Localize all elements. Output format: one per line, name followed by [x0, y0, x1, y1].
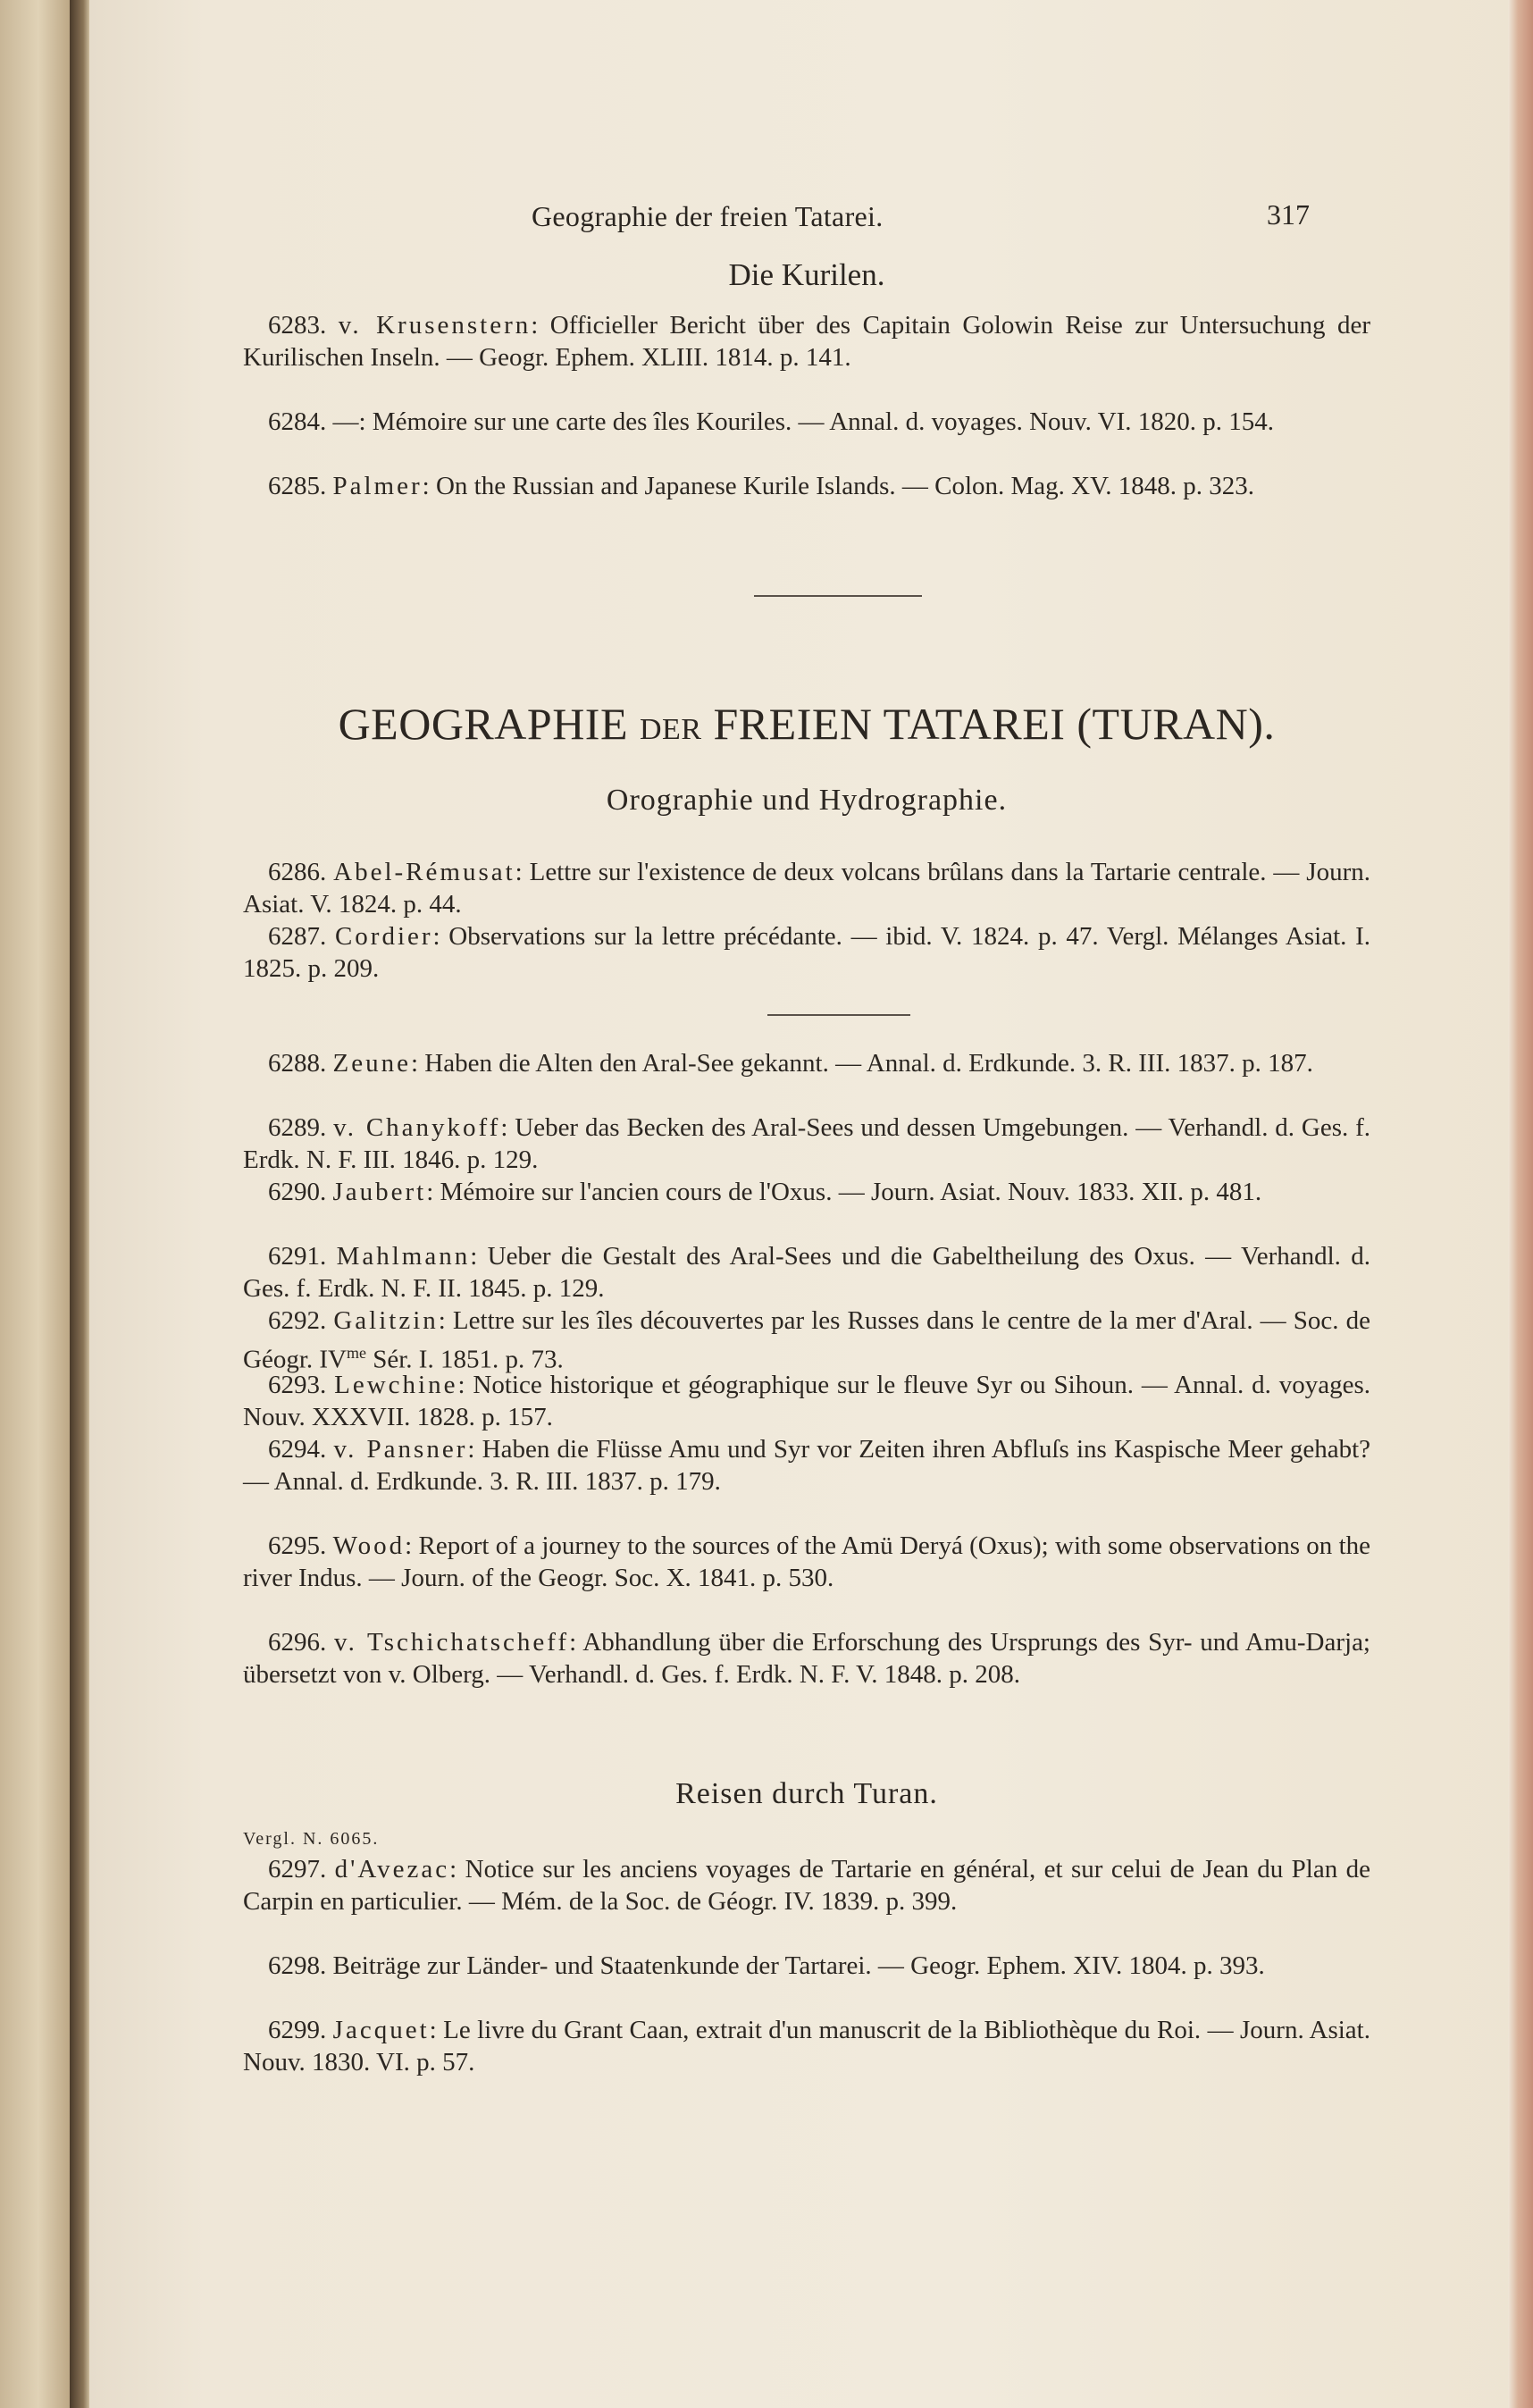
- entry-number: 6284.: [268, 407, 327, 436]
- left-page-edge: [0, 0, 70, 2408]
- entry-text: : Mémoire sur une carte des îles Kouriles. — Annal. d. voyages. Nouv. VI. 1820. p. 154.: [358, 407, 1274, 436]
- entry-text: : Notice historique et géographique sur le fleuve Syr ou Sihoun. — Annal. d. voyages. Nouv. XXXVII. 1828. p. 157.: [243, 1371, 1371, 1431]
- entry-author: Zeune: [332, 1049, 411, 1078]
- subsection-title-orographie: Orographie und Hydrographie.: [606, 784, 1008, 817]
- entry-6288: [243, 1047, 1370, 1079]
- main-section-title: [243, 699, 1370, 749]
- entry-6291: [243, 1240, 1370, 1305]
- entry-text: Beiträge zur Länder- und Staatenkunde der Tartarei. — Geogr. Ephem. XIV. 1804. p. 393.: [332, 1951, 1265, 1980]
- entry-number: 6288.: [268, 1049, 327, 1078]
- main-title-part: GEOGRAPHIE: [338, 699, 628, 749]
- entry-author: Galitzin: [333, 1306, 439, 1335]
- entry-text: : Ueber die Gestalt des Aral-Sees und die Gabeltheilung des Oxus. — Verhandl. d. Ges. f. Erdk. N. F. II. 1845. p. 129.: [243, 1242, 1371, 1303]
- superscript: me: [346, 1344, 366, 1362]
- entry-text: : Officieller Bericht über des Capitain Golowin Reise zur Untersuchung der Kurilischen Inseln. — Geogr. Ephem. XLIII. 1814. p. 141.: [243, 311, 1371, 372]
- entry-text: : Lettre sur les îles découvertes par les Russes dans le centre de la mer d'Aral. — Soc. de Géogr. IV: [243, 1306, 1370, 1374]
- entry-author: v. Chanykoff: [333, 1113, 501, 1142]
- entry-text: : Observations sur la lettre précédante. — ibid. V. 1824. p. 47. Vergl. Mélanges Asiat. I. 1825. p. 209.: [243, 922, 1370, 983]
- entry-number: 6293.: [268, 1371, 327, 1399]
- entry-author: Lewchine: [334, 1371, 458, 1399]
- entry-6292: [243, 1305, 1370, 1376]
- entry-6283: [243, 309, 1370, 373]
- entry-author: Jacquet: [332, 2016, 430, 2044]
- cross-reference-note: Vergl. N. 6065.: [243, 1829, 380, 1849]
- entry-author: Wood: [332, 1531, 406, 1560]
- entry-author: Jaubert: [332, 1178, 427, 1206]
- entry-number: 6294.: [268, 1435, 327, 1464]
- entry-number: 6285.: [268, 472, 327, 500]
- entry-number: 6296.: [268, 1628, 327, 1657]
- entry-6299: [243, 2014, 1370, 2078]
- entry-6284: [243, 406, 1370, 438]
- entry-text: : On the Russian and Japanese Kurile Islands. — Colon. Mag. XV. 1848. p. 323.: [422, 472, 1255, 500]
- entry-text: : Notice sur les anciens voyages de Tartarie en général, et sur celui de Jean du Plan de Carpin en particulier. — Mém. de la Soc. de Géogr. IV. 1839. p. 399.: [243, 1855, 1371, 1916]
- page-number: 317: [1267, 198, 1310, 231]
- entry-author: Cordier: [334, 922, 433, 951]
- main-title-part: DER: [640, 713, 702, 746]
- entry-number: 6298.: [268, 1951, 327, 1980]
- divider-rule: [754, 595, 922, 597]
- main-title-part: FREIEN TATAREI (TURAN).: [713, 699, 1276, 749]
- entry-author: —: [332, 407, 359, 436]
- entry-6295: [243, 1530, 1370, 1594]
- entry-author: v. Krusenstern: [338, 311, 532, 340]
- entry-number: 6295.: [268, 1531, 327, 1560]
- entry-number: 6283.: [268, 311, 327, 340]
- entry-number: 6299.: [268, 2016, 327, 2044]
- running-head: Geographie der freien Tatarei.: [532, 200, 884, 232]
- entry-text: : Report of a journey to the sources of the Amü Deryá (Oxus); with some observations on the river Indus. — Journ. of the Geogr. Soc. X. 1841. p. 530.: [243, 1531, 1371, 1592]
- entry-number: 6286.: [268, 858, 327, 886]
- entry-6296: [243, 1626, 1370, 1691]
- entry-6286: [243, 856, 1370, 920]
- entry-text: : Abhandlung über die Erforschung des Ursprungs des Syr- und Amu-Darja; übersetzt von v. Olberg. — Verhandl. d. Ges. f. Erdk. N. F. V. 1848. p. 208.: [243, 1628, 1370, 1689]
- entry-number: 6292.: [268, 1306, 327, 1335]
- book-gutter: [70, 0, 89, 2408]
- entry-6287: [243, 920, 1370, 985]
- entry-6298: [243, 1950, 1370, 1982]
- entry-text: : Mémoire sur l'ancien cours de l'Oxus. — Journ. Asiat. Nouv. 1833. XII. p. 481.: [426, 1178, 1262, 1206]
- entry-text: : Haben die Alten den Aral-See gekannt. — Annal. d. Erdkunde. 3. R. III. 1837. p. 187.: [410, 1049, 1313, 1078]
- entry-number: 6291.: [268, 1242, 327, 1271]
- entry-6293: [243, 1369, 1370, 1433]
- section-title-kurilen: Die Kurilen.: [728, 257, 885, 292]
- entry-6289: [243, 1112, 1370, 1176]
- entry-text: : Lettre sur l'existence de deux volcans brûlans dans la Tartarie centrale. — Journ. Asiat. V. 1824. p. 44.: [243, 858, 1371, 919]
- entry-number: 6290.: [268, 1178, 327, 1206]
- entry-6285: [243, 470, 1370, 502]
- entry-author: Palmer: [332, 472, 423, 500]
- book-page: [89, 0, 1533, 2408]
- divider-rule: [767, 1014, 910, 1016]
- entry-author: v. Pansner: [333, 1435, 468, 1464]
- entry-number: 6297.: [268, 1855, 327, 1884]
- entry-number: 6287.: [268, 922, 327, 951]
- page-edge-shadow: [1508, 0, 1533, 2408]
- entry-author: v. Tschichatscheff: [333, 1628, 570, 1657]
- entry-number: 6289.: [268, 1113, 327, 1142]
- entry-author: d'Avezac: [334, 1855, 450, 1884]
- entry-author: Abel-Rémusat: [333, 858, 515, 886]
- entry-6294: [243, 1433, 1370, 1498]
- entry-6290: [243, 1176, 1370, 1208]
- entry-text: : Haben die Flüsse Amu und Syr vor Zeiten ihren Abfluſs ins Kaspische Meer gehabt? — Annal. d. Erdkunde. 3. R. III. 1837. p. 179.: [243, 1435, 1370, 1496]
- entry-text: : Ueber das Becken des Aral-Sees und dessen Umgebungen. — Verhandl. d. Ges. f. Erdk. N. F. III. 1846. p. 129.: [243, 1113, 1371, 1174]
- entry-6297: [243, 1853, 1370, 1917]
- entry-text: : Le livre du Grant Caan, extrait d'un manuscrit de la Bibliothèque du Roi. — Journ. Asiat. Nouv. 1830. VI. p. 57.: [243, 2016, 1370, 2077]
- subsection-title-reisen: Reisen durch Turan.: [675, 1777, 938, 1810]
- entry-author: Mahlmann: [336, 1242, 471, 1271]
- entry-text: Sér. I. 1851. p. 73.: [365, 1345, 564, 1374]
